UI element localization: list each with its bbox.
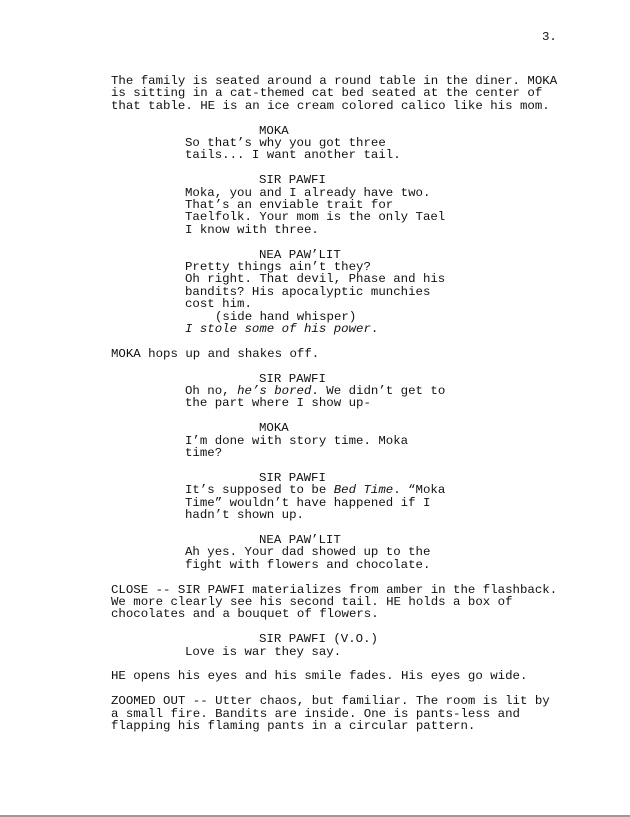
action-paragraph [111,75,571,112]
dialogue-block [111,249,571,336]
dialogue-text: Time” wouldn’t have happened if I [185,495,431,510]
action-line: We more clearly see his second tail. HE holds a box of [111,594,513,609]
action-line: ZOOMED OUT -- Utter chaos, but familiar. The room is lit by [111,694,550,709]
character-cue: SIR PAWFI [259,371,326,386]
dialogue-emphasis: he’s bored [237,384,312,399]
dialogue-line [185,298,571,310]
action-paragraph [111,348,571,360]
dialogue-text: Love is war they say. [185,644,342,659]
action-line: is sitting in a cat-themed cat bed seated at the center of [111,86,543,101]
dialogue-text: the part where I show up- [185,396,371,411]
dialogue-text: Ah yes. Your dad showed up to the [185,545,431,560]
action-line: CLOSE -- SIR PAWFI materializes from amber in the flashback. [111,582,558,597]
dialogue-text: Pretty things ain’t they? [185,260,371,275]
dialogue-line [185,559,571,571]
dialogue-text: cost him. [185,297,252,312]
dialogue-text: That’s an enviable trait for [185,198,394,213]
dialogue-line [185,224,571,236]
dialogue-text: tails... I want another tail. [185,148,401,163]
page-number: 3. [542,30,557,44]
dialogue-text: . “Moka [393,483,446,498]
dialogue-line [185,435,571,447]
character-cue: SIR PAWFI [259,470,326,485]
dialogue-block [111,125,571,162]
dialogue-text: It’s supposed to be [185,483,334,498]
dialogue-block [111,472,571,522]
character-cue: MOKA [259,421,289,436]
action-line: MOKA hops up and shakes off. [111,346,320,361]
dialogue-line [185,149,571,161]
action-line: HE opens his eyes and his smile fades. His eyes go wide. [111,669,528,684]
dialogue-emphasis: I stole some of his power [185,322,371,337]
action-line: flapping his flaming pants in a circular pattern. [111,718,476,733]
dialogue-text: time? [185,446,223,461]
dialogue-line [185,447,571,459]
dialogue-text: hadn’t shown up. [185,508,304,523]
dialogue-block [111,534,571,571]
character-cue: SIR PAWFI (V.O.) [259,632,378,647]
dialogue-line [185,509,571,521]
character-cue: NEA PAW’LIT [259,532,341,547]
action-line: that table. HE is an ice cream colored calico like his mom. [111,98,550,113]
action-paragraph [111,584,571,621]
dialogue-text: fight with flowers and chocolate. [185,557,431,572]
dialogue-text: Oh right. That devil, Phase and his [185,272,446,287]
dialogue-text: . We didn’t get to [311,384,446,399]
dialogue-line [185,397,571,409]
dialogue-block [111,174,571,236]
dialogue-text: Taelfolk. Your mom is the only Tael [185,210,446,225]
dialogue-text: bandits? His apocalyptic munchies [185,284,431,299]
dialogue-text: So that’s why you got three [185,136,386,151]
character-cue: SIR PAWFI [259,173,326,188]
action-line: a small fire. Bandits are inside. One is pants-less and [111,706,520,721]
character-cue: NEA PAW’LIT [259,247,341,262]
dialogue-text: I’m done with story time. Moka [185,433,409,448]
action-paragraph [111,695,571,732]
dialogue-text: Oh no, [185,384,238,399]
dialogue-text: I know with three. [185,222,319,237]
action-line: The family is seated around a round table in the diner. MOKA [111,74,558,88]
dialogue-emphasis: Bed Time [333,483,394,498]
dialogue-block [111,633,571,658]
dialogue-block [111,373,571,410]
parenthetical: (side hand whisper) [215,309,357,324]
action-line: chocolates and a bouquet of flowers. [111,607,379,622]
dialogue-text: Moka, you and I already have two. [185,185,431,200]
character-cue: MOKA [259,123,289,138]
dialogue-block [111,422,571,459]
action-paragraph [111,670,571,682]
script-body [111,75,571,745]
dialogue-text: . [370,322,379,337]
dialogue-line [185,323,571,335]
dialogue-line [185,646,571,658]
